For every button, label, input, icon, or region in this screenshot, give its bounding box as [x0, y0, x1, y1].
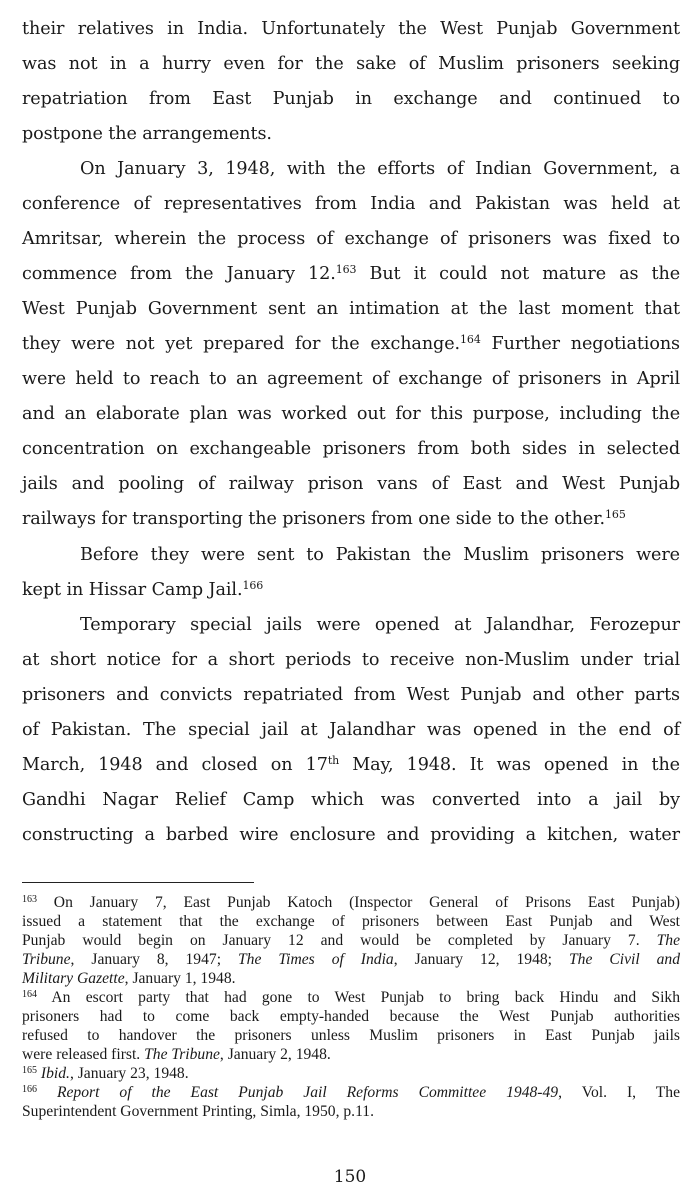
text-line: were held to reach to an agreement of exchange of prisoners in April: [22, 369, 680, 389]
paragraph-start-line: On January 3, 1948, with the efforts of Indian Government, a: [80, 159, 680, 179]
text-line: postpone the arrangements.: [22, 124, 272, 144]
text-line: commence from the January 12.$^{163}$ But it could not mature as the: [22, 263, 681, 284]
citation-title: The: [656, 932, 680, 949]
citation-title: Ibid.: [40, 1065, 70, 1082]
footnote-ref-164[interactable]: 164: [460, 333, 481, 346]
text-line: conference of representatives from India and Pakistan was held at: [22, 194, 680, 214]
text-line: of Pakistan. The special jail at Jalandhar was opened in the end of: [22, 720, 680, 740]
footnote-number: 163: [22, 894, 37, 905]
text-line: prisoners and convicts repatriated from West Punjab and other parts: [22, 685, 680, 705]
citation-title: Report of the East Punjab Jail Reforms Committee 1948-49: [56, 1084, 559, 1101]
citation-title: Tribune: [22, 951, 71, 968]
text-line: kept in Hissar Camp Jail.$^{166}$: [22, 579, 264, 600]
text-line: their relatives in India. Unfortunately the West Punjab Government: [22, 19, 680, 39]
ordinal-suffix: th: [327, 754, 340, 767]
text-line: Amritsar, wherein the process of exchange of prisoners was fixed to: [22, 229, 680, 249]
footnote-number: 165: [22, 1065, 37, 1076]
text-line: Gandhi Nagar Relief Camp which was converted into a jail by: [22, 790, 680, 810]
footnote-ref-166[interactable]: 166: [242, 579, 264, 592]
text-line: concentration on exchangeable prisoners from both sides in selected: [22, 439, 680, 459]
text-line: March, 1948 and closed on 17th May, 1948. It was opened in the: [22, 754, 680, 775]
text-line: at short notice for a short periods to receive non-Muslim under trial: [22, 650, 680, 670]
text-line: railways for transporting the prisoners from one side to the other.$^{165}$: [22, 508, 626, 529]
paragraph-start-line: Temporary special jails were opened at Jalandhar, Ferozepur: [80, 615, 680, 635]
citation-title: The Times of India: [238, 951, 394, 968]
paragraph-start-line: Before they were sent to Pakistan the Muslim prisoners were: [80, 545, 680, 565]
footnote-divider: [22, 882, 254, 883]
text-line: West Punjab Government sent an intimation at the last moment that: [22, 299, 680, 319]
footnote-number: 166: [22, 1084, 37, 1095]
citation-title: The Tribune: [144, 1046, 220, 1063]
text-line: jails and pooling of railway prison vans of East and West Punjab: [22, 474, 680, 494]
page-number: 150: [333, 1167, 367, 1187]
footnote-ref-165[interactable]: 165: [605, 508, 626, 521]
footnote-number: 164: [22, 989, 37, 1000]
text-line: repatriation from East Punjab in exchange and continued to: [22, 89, 680, 109]
text-line: was not in a hurry even for the sake of Muslim prisoners seeking: [22, 54, 680, 74]
footnote-ref-163[interactable]: 163: [335, 263, 357, 276]
citation-title: Military Gazette: [22, 970, 125, 987]
citation-title: The Civil and: [568, 951, 681, 968]
text-line: constructing a barbed wire enclosure and providing a kitchen, water: [22, 825, 680, 845]
text-line: and an elaborate plan was worked out for this purpose, including the: [22, 404, 680, 424]
text-line: they were not yet prepared for the exchange.$^{164}$ Further negotiations: [22, 333, 680, 354]
